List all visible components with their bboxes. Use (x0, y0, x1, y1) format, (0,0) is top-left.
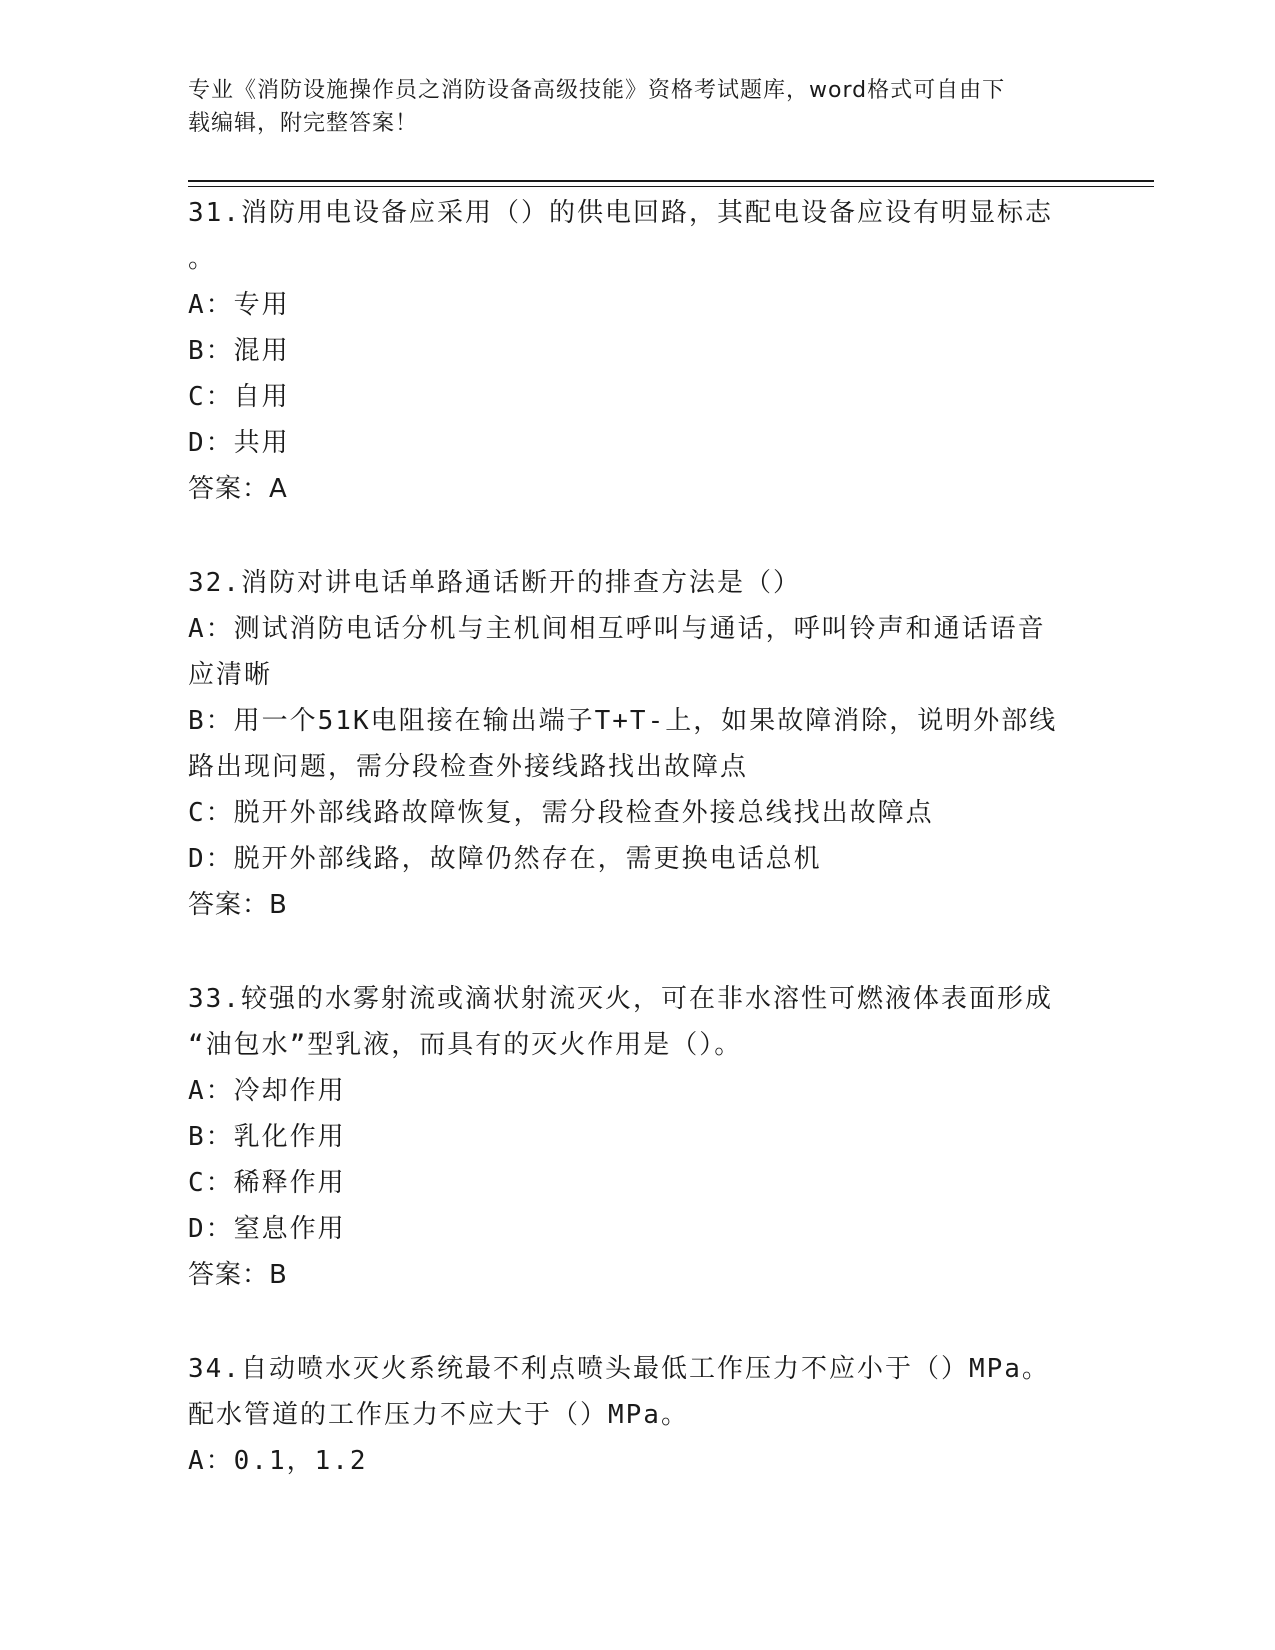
question-text: 31.消防用电设备应采用（）的供电回路，其配电设备应设有明显标志 (188, 198, 1053, 228)
question-34 (188, 1346, 1088, 1484)
option-a: A：冷却作用 (188, 1076, 346, 1106)
header-divider (188, 180, 1154, 187)
option-b-continued: 路出现问题，需分段检查外接线路找出故障点 (188, 752, 749, 782)
option-d: D：共用 (188, 428, 290, 458)
question-31 (188, 190, 1088, 512)
option-a: A：专用 (188, 290, 290, 320)
option-a: A：0.1，1.2 (188, 1446, 368, 1476)
option-b: B：乳化作用 (188, 1122, 346, 1152)
option-c: C：自用 (188, 382, 290, 412)
question-text: 32.消防对讲电话单路通话断开的排查方法是（） (188, 568, 801, 598)
question-33 (188, 976, 1088, 1298)
answer: 答案：B (188, 1260, 288, 1290)
question-text: 33.较强的水雾射流或滴状射流灭火，可在非水溶性可燃液体表面形成 (188, 984, 1053, 1014)
option-b: B：混用 (188, 336, 290, 366)
option-a: A：测试消防电话分机与主机间相互呼叫与通话，呼叫铃声和通话语音 (188, 614, 1046, 644)
question-list (188, 190, 1088, 1484)
option-d: D：脱开外部线路，故障仍然存在，需更换电话总机 (188, 844, 822, 874)
question-text: 34.自动喷水灭火系统最不利点喷头最低工作压力不应小于（）MPa。 (188, 1354, 1050, 1384)
option-d: D：窒息作用 (188, 1214, 346, 1244)
header-line-2: 载编辑，附完整答案！ (188, 111, 419, 136)
option-c: C：稀释作用 (188, 1168, 346, 1198)
question-text: “油包水”型乳液，而具有的灭火作用是（）。 (188, 1030, 743, 1060)
answer: 答案：B (188, 890, 288, 920)
document-header (188, 74, 1068, 140)
answer: 答案：A (188, 474, 288, 504)
option-c: C：脱开外部线路故障恢复，需分段检查外接总线找出故障点 (188, 798, 934, 828)
option-a-continued: 应清晰 (188, 660, 273, 690)
question-text: 配水管道的工作压力不应大于（）MPa。 (188, 1400, 689, 1430)
header-line-1: 专业《消防设施操作员之消防设备高级技能》资格考试题库，word格式可自由下 (188, 78, 1006, 103)
question-text: 。 (188, 244, 217, 274)
question-32 (188, 560, 1088, 928)
option-b: B：用一个51K电阻接在输出端子T+T-上，如果故障消除，说明外部线 (188, 706, 1058, 736)
